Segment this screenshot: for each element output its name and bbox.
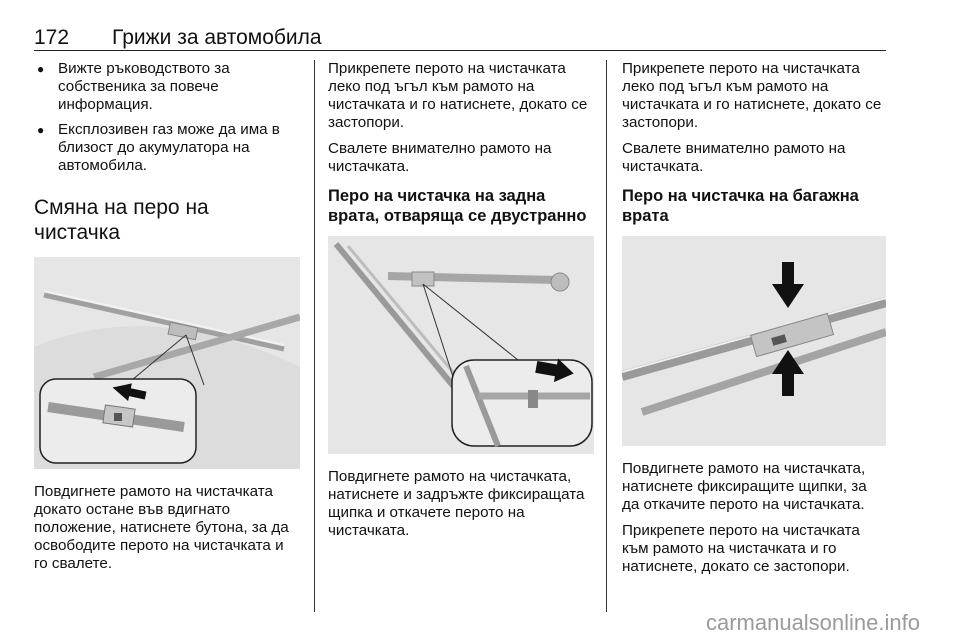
paragraph: Прикрепете перото на чистачката леко под ъгъл към рамото на чистачката и го натиснете, докато се застопори. xyxy=(622,60,882,131)
subsection-heading: Перо на чистачка на багажна врата xyxy=(622,187,859,225)
paragraph: Свалете внимателно рамото на чистачката. xyxy=(622,140,846,175)
bullet-item: ● Експлозивен газ може да има в близост до акумулатора на автомобила. xyxy=(34,121,300,175)
figure-caption: Повдигнете рамото на чистачката, натиснете и задръжте фиксиращата щипка и откачете перото на чистачката. xyxy=(328,468,585,539)
column-divider xyxy=(606,60,607,612)
figure-caption: Повдигнете рамото на чистачката докато остане във вдигнато положение, натиснете бутона, за да освободите перото на чистачката и го свалете. xyxy=(34,483,289,572)
column-2 xyxy=(328,60,594,548)
column-divider xyxy=(314,60,315,612)
tailgate-wiper-illustration xyxy=(622,236,886,446)
column-1 xyxy=(34,60,300,581)
bullet-item: ● Вижте ръководството за собственика за повече информация. xyxy=(34,60,300,114)
page-header xyxy=(34,22,886,51)
section-heading: Смяна на перо на чистачка xyxy=(34,196,209,244)
wiper-arm-illustration xyxy=(34,257,300,469)
page-title: Грижи за автомобила xyxy=(112,26,322,49)
rear-door-wiper-illustration xyxy=(328,236,594,454)
paragraph: Прикрепете перото на чистачката към рамото на чистачката и го натиснете, докато се застопори. xyxy=(622,522,860,575)
paragraph: Прикрепете перото на чистачката леко под ъгъл към рамото на чистачката и го натиснете, докато се застопори. xyxy=(328,60,588,131)
page-number: 172 xyxy=(34,26,70,49)
watermark: carmanualsonline.info xyxy=(705,610,920,635)
column-3 xyxy=(622,60,888,584)
figure-caption: Повдигнете рамото на чистачката, натиснете фиксиращите щипки, за да откачите перото на чистачката. xyxy=(622,460,867,513)
bullet-list xyxy=(34,60,300,175)
subsection-heading: Перо на чистачка на задна врата, отваряща се двустранно xyxy=(328,187,587,225)
paragraph: Свалете внимателно рамото на чистачката. xyxy=(328,140,552,175)
